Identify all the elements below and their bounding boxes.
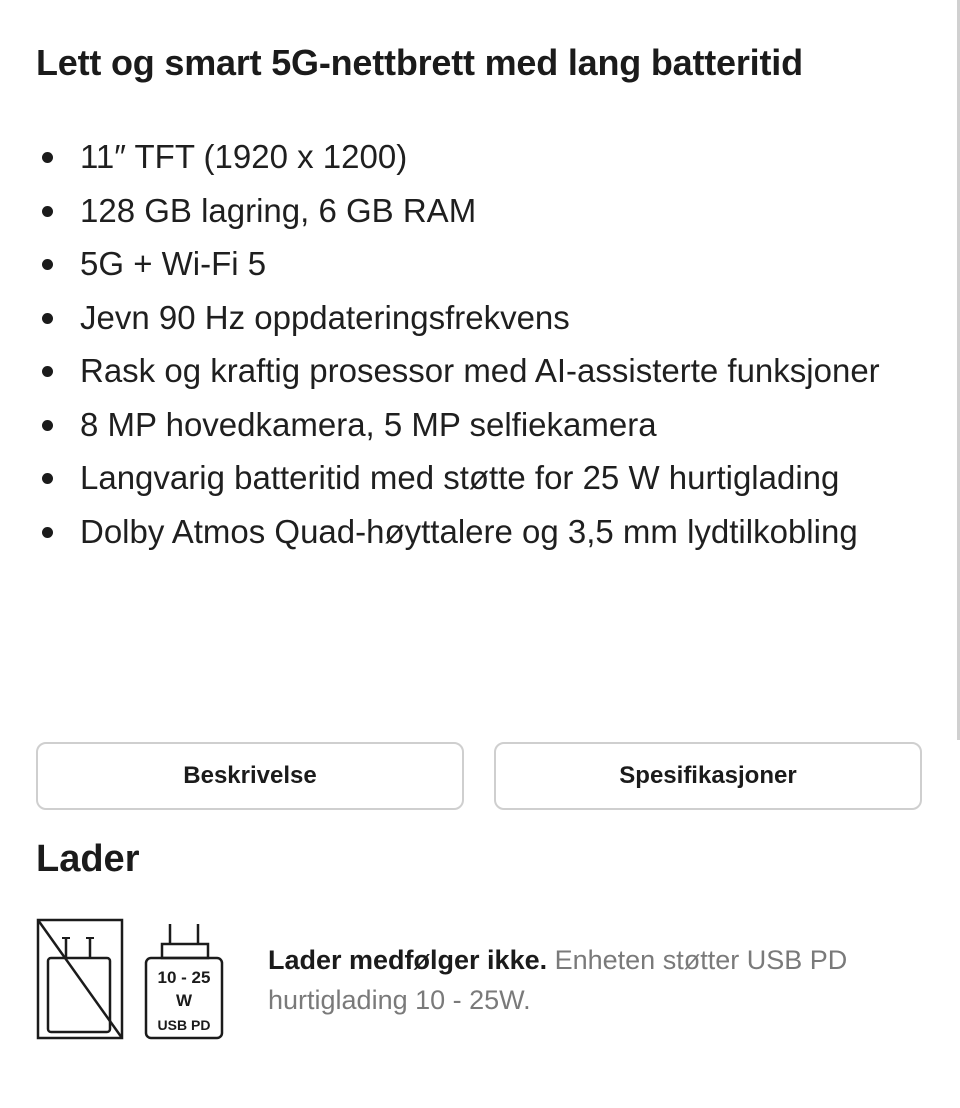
usb-pd-charger-icon xyxy=(142,918,228,1047)
page-title: Lett og smart 5G-nettbrett med lang batteritid xyxy=(36,42,803,83)
specifications-button[interactable]: Spesifikasjoner xyxy=(494,742,922,810)
list-item: 11″ TFT (1920 x 1200) xyxy=(36,130,896,184)
no-charger-icon xyxy=(36,918,126,1047)
usb-pd-range-text: 10 - 25 xyxy=(157,968,211,987)
charger-info-body: Enheten støtter USB PD hurtiglading 10 - 25W. xyxy=(268,945,848,1015)
list-item: 8 MP hovedkamera, 5 MP selfiekamera xyxy=(36,398,896,452)
list-item: Jevn 90 Hz oppdateringsfrekvens xyxy=(36,291,896,345)
usb-pd-label-text: USB PD xyxy=(157,1017,211,1033)
list-item: Rask og kraftig prosessor med AI-assisterte funksjoner xyxy=(36,344,896,398)
list-item: 5G + Wi-Fi 5 xyxy=(36,237,896,291)
charger-section-title: Lader xyxy=(36,838,140,880)
usb-pd-unit-text: W xyxy=(175,991,193,1010)
description-button[interactable]: Beskrivelse xyxy=(36,742,464,810)
charger-info-bold: Lader medfølger ikke. xyxy=(268,945,548,975)
list-item: Langvarig batteritid med støtte for 25 W hurtiglading xyxy=(36,451,896,505)
list-item: 128 GB lagring, 6 GB RAM xyxy=(36,184,896,238)
list-item: Dolby Atmos Quad-høyttalere og 3,5 mm lydtilkobling xyxy=(36,505,896,559)
charger-info xyxy=(268,940,888,1020)
feature-list xyxy=(36,130,896,558)
